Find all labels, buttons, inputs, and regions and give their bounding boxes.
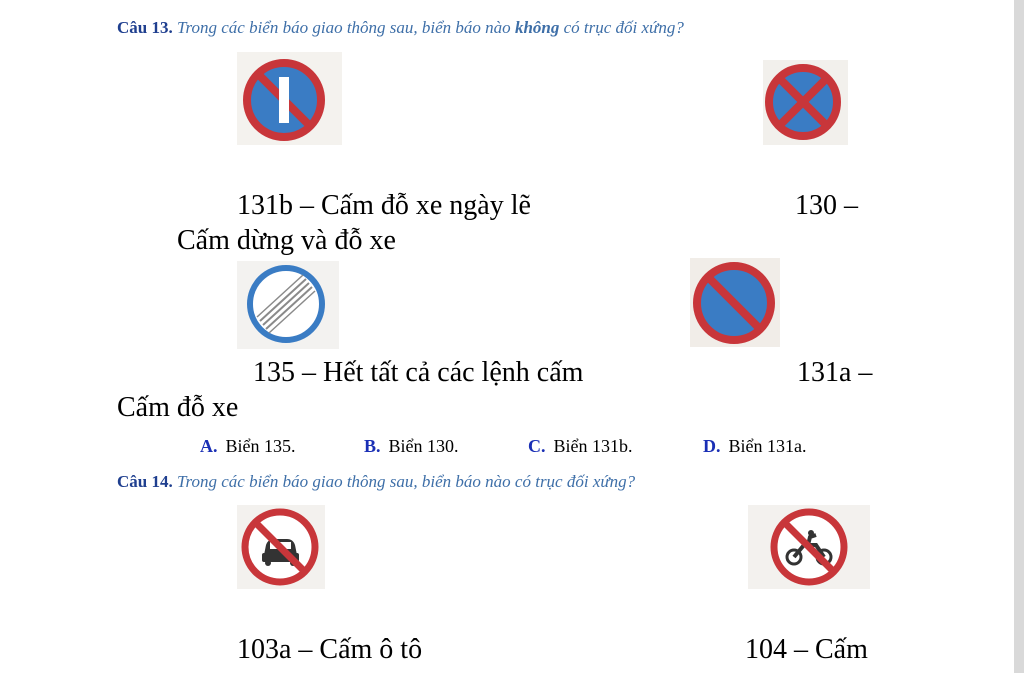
no-motorcycles-sign-icon (748, 505, 870, 589)
page-scrollbar[interactable] (1014, 0, 1024, 673)
question-13-number: Câu 13. (117, 18, 173, 37)
answer-b[interactable] (364, 435, 459, 457)
caption-131b: 131b – Cấm đỗ xe ngày lẽ (237, 190, 531, 221)
question-13 (117, 18, 684, 38)
answer-b-letter: B. (364, 436, 381, 456)
answer-a-letter: A. (200, 436, 218, 456)
question-14-number: Câu 14. (117, 472, 173, 491)
answer-c[interactable] (528, 435, 633, 457)
no-parking-sign-icon (690, 258, 780, 347)
answer-d[interactable] (703, 435, 807, 457)
caption-135: 135 – Hết tất cả các lệnh cấm (253, 357, 584, 388)
answer-d-text: Biển 131a. (728, 436, 807, 456)
question-13-emphasis: không (514, 18, 560, 37)
answer-c-text: Biển 131b. (553, 436, 633, 456)
end-of-all-restrictions-sign-icon (237, 261, 339, 349)
no-cars-sign-icon (237, 505, 325, 589)
caption-131a-number: 131a – (797, 357, 873, 388)
caption-103a: 103a – Cấm ô tô (237, 634, 423, 665)
caption-130-text: Cấm dừng và đỗ xe (177, 225, 396, 256)
no-parking-odd-days-sign-icon (237, 52, 342, 145)
answer-a-text: Biển 135. (225, 436, 296, 456)
question-14 (117, 472, 635, 492)
answer-a[interactable] (200, 435, 296, 457)
answer-c-letter: C. (528, 436, 546, 456)
question-13-text-part1: Trong các biển báo giao thông sau, biển báo nào (176, 18, 511, 37)
caption-104: 104 – Cấm (745, 634, 868, 665)
question-13-text (177, 18, 684, 37)
answer-d-letter: D. (703, 436, 721, 456)
answer-b-text: Biển 130. (388, 436, 459, 456)
question-13-text-part2: có trục đối xứng? (563, 18, 684, 37)
caption-131a-text: Cấm đỗ xe (117, 392, 239, 423)
no-stopping-no-parking-sign-icon (763, 60, 848, 145)
question-14-text: Trong các biển báo giao thông sau, biển báo nào có trục đối xứng? (176, 472, 636, 491)
caption-130-number: 130 – (795, 190, 858, 221)
